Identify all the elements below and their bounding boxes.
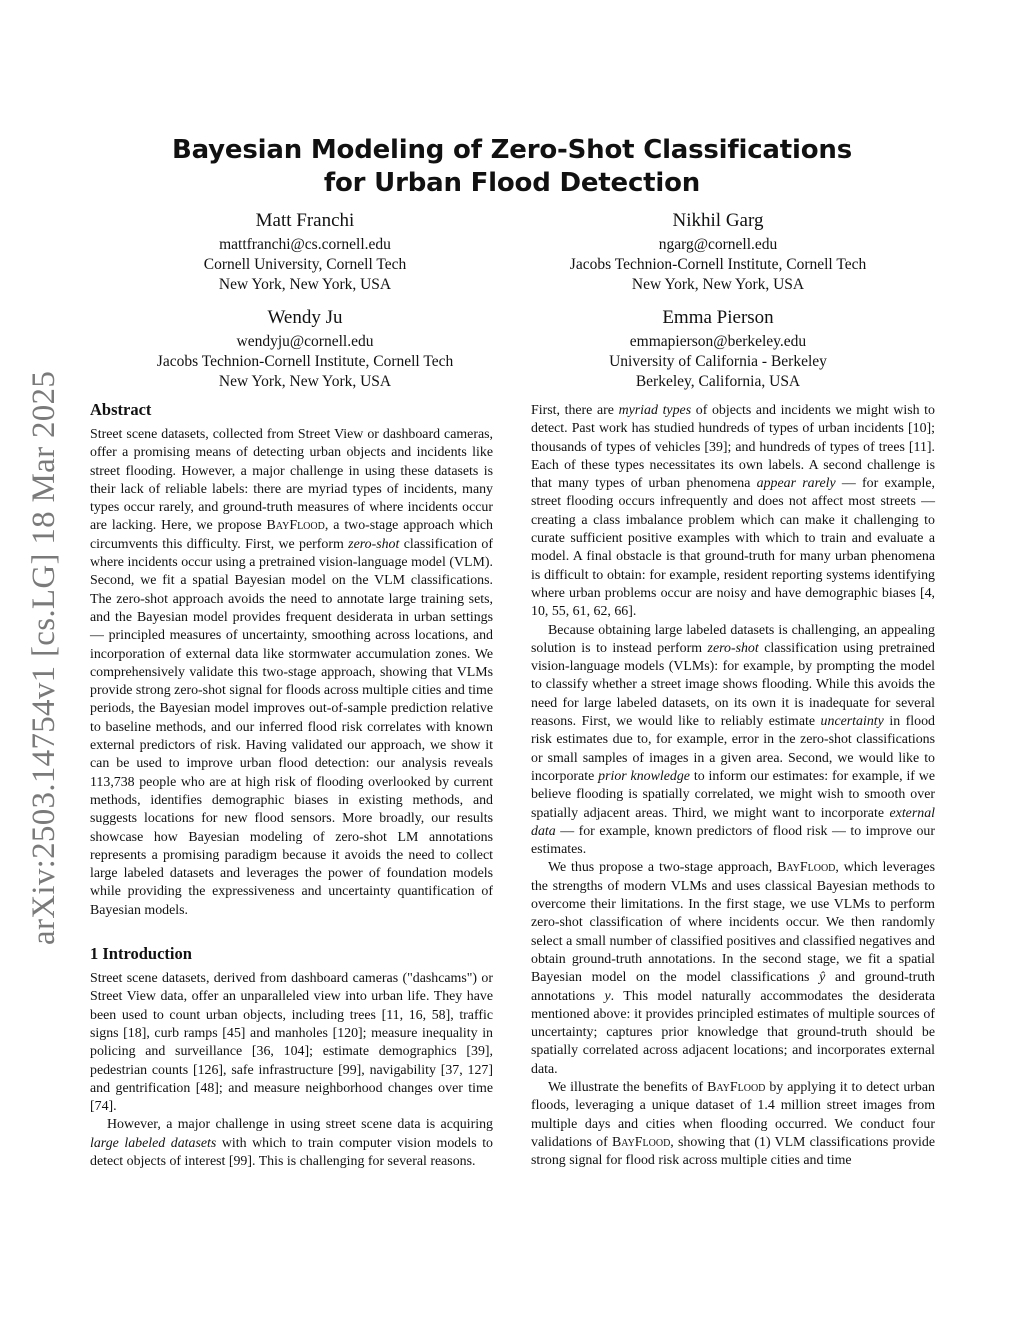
author-affiliation: Jacobs Technion-Cornell Institute, Cornell Tech xyxy=(569,256,867,273)
author-affiliation: Cornell University, Cornell Tech xyxy=(203,256,407,273)
title-line-1: Bayesian Modeling of Zero-Shot Classifications xyxy=(172,135,852,165)
paper-title xyxy=(0,134,1024,200)
right-paragraph-2: Because obtaining large labeled datasets is challenging, an appealing solution is to instead perform zero-shot classification using pretrained vision-language models (VLMs): for example, by prompting the model to classify whether a street image shows flooding. While this avoids the need for large labeled datasets, on its own it is inadequate for several reasons. First, we would like to reliably estimate uncertainty in flood risk estimates due to, for example, error in the zero-shot classifications or small samples of images in a given area. Second, we would like to incorporate prior knowledge to inform our estimates: for example, if we believe flooding is spatially correlated, we might wish to smooth over spatially adjacent areas. Third, we might want to incorporate external data — for example, known predictors of flood risk — to improve our estimates. xyxy=(531,622,936,858)
method-name: BayFlood xyxy=(707,1079,766,1095)
author-email[interactable]: ngarg@cornell.edu xyxy=(658,236,778,253)
author-location: New York, New York, USA xyxy=(218,373,392,390)
author-location: Berkeley, California, USA xyxy=(635,373,801,390)
author-email[interactable]: emmapierson@berkeley.edu xyxy=(629,333,807,350)
left-column xyxy=(90,400,493,1171)
author-email[interactable]: mattfranchi@cs.cornell.edu xyxy=(219,236,391,253)
method-name: BayFlood xyxy=(266,518,325,534)
author-location: New York, New York, USA xyxy=(631,276,805,293)
author-affiliation: University of California - Berkeley xyxy=(609,353,827,370)
author-name: Nikhil Garg xyxy=(672,210,764,231)
intro-paragraph-1: Street scene datasets, derived from dashboard cameras ("dashcams") or Street View data, offer an unparalleled view into urban life. They have been used to count urban objects, including trees [11, 16, 58], traffic signs [18], curb ramps [45] and manholes [120]; measure inequality in policing and surveillance [36, 104]; estimate demographics [39], pedestrian counts [126], safe infrastructure [99], navigability [37, 127] and gentrification [48]; and measure neighborhood changes over time [74]. xyxy=(90,971,493,1115)
author-block-garg xyxy=(508,209,928,295)
intro-paragraph-2: However, a major challenge in using street scene data is acquiring large labeled datasets with which to train computer vision models to detect objects of interest [99]. This is challenging for several reasons. xyxy=(90,1117,493,1169)
right-paragraph-1: First, there are myriad types of objects and incidents we might wish to detect. Past work has studied hundreds of types of urban incidents [10]; thousands of types of vehicles [39]; and hundreds of types of trees [11]. Each of these types necessitates its own labels. A second challenge is that many types of urban phenomena appear rarely — for example, street flooding occurs infrequently and does not affect most streets — creating a class imbalance problem which can make it challenging to curate sufficient positive examples with which to train and evaluate a model. A final obstacle is that ground-truth for many urban phenomena is difficult to obtain: for example, resident reporting systems identifying where urban problems occur are noisy and have demographic biases [4, 10, 55, 61, 62, 66]. xyxy=(531,403,936,620)
abstract-heading: Abstract xyxy=(90,400,152,419)
method-name: BayFlood xyxy=(612,1134,671,1150)
right-paragraph-4: We illustrate the benefits of BayFlood by applying it to detect urban floods, leveraging a unique dataset of 1.4 million street images from multiple days and cities when flooding occurred. We conduct four validations of BayFlood, showing that (1) VLM classifications provide strong signal for flood risk across multiple cities and time xyxy=(531,1079,935,1169)
abstract-paragraph: Street scene datasets, collected from Street View or dashboard cameras, offer a promising means of detecting urban objects and incidents like street flooding. However, a major challenge in using these datasets is their lack of reliable labels: there are myriad types of incidents, many types occur rarely, and ground-truth measures of where incidents occur are lacking. Here, we propose BayFlood, a two-stage approach which circumvents this difficulty. First, we perform zero-shot classification of where incidents occur using a pretrained vision-language model (VLM). Second, we fit a spatial Bayesian model on the VLM classifications. The zero-shot approach avoids the need to annotate large training sets, and the Bayesian model provides frequent desiderata in urban settings — principled measures of uncertainty, smoothing across locations, and incorporation of external data like stormwater accumulation zones. We comprehensively validate this two-stage approach, showing that VLMs provide strong zero-shot signal for floods across multiple cities and time periods, the Bayesian model improves out-of-sample prediction relative to baseline methods, and our inferred flood risk correlates with known external predictors of risk. Having validated our approach, we show it can be used to improve urban flood detection: our analysis reveals 113,738 people who are at high risk of flooding overlooked by current methods, identifies demographic biases in existing methods, and suggests locations for new flood sensors. More broadly, our results showcase how Bayesian modeling of zero-shot LM annotations represents a promising paradigm because it avoids the need to collect large labeled datasets and leverages the power of foundation models while providing the expressiveness and uncertainty quantification of Bayesian models. xyxy=(90,427,494,918)
author-name: Emma Pierson xyxy=(662,307,774,328)
right-column xyxy=(531,402,935,1170)
author-name: Matt Franchi xyxy=(255,210,355,231)
author-block-ju xyxy=(95,306,515,392)
title-line-2: for Urban Flood Detection xyxy=(323,168,701,198)
method-name: BayFlood xyxy=(777,860,836,876)
introduction-heading: 1 Introduction xyxy=(90,944,192,964)
arxiv-identifier[interactable]: arXiv:2503.14754v1 [cs.LG] 18 Mar 2025 xyxy=(26,370,62,945)
right-paragraph-3: We thus propose a two-stage approach, BayFlood, which leverages the strengths of modern VLMs and uses classical Bayesian methods to overcome their limitations. In the first stage, we use VLMs to perform zero-shot classification of where incidents occur. We then randomly select a small number of classified positives and classified negatives and obtain ground-truth annotations. In the second stage, we fit a spatial Bayesian model on the model classifications ŷ and ground-truth annotations y. This model naturally accommodates the desiderata mentioned above: it provides principled estimates of multiple sources of uncertainty; captures prior knowledge that ground-truth should be spatially correlated across adjacent locations; and incorporates external data. xyxy=(531,860,935,1077)
author-name: Wendy Ju xyxy=(267,307,343,328)
author-location: New York, New York, USA xyxy=(218,276,392,293)
author-block-franchi xyxy=(95,209,515,295)
author-block-pierson xyxy=(508,306,928,392)
author-email[interactable]: wendyju@cornell.edu xyxy=(236,333,374,350)
author-affiliation: Jacobs Technion-Cornell Institute, Cornell Tech xyxy=(156,353,454,370)
